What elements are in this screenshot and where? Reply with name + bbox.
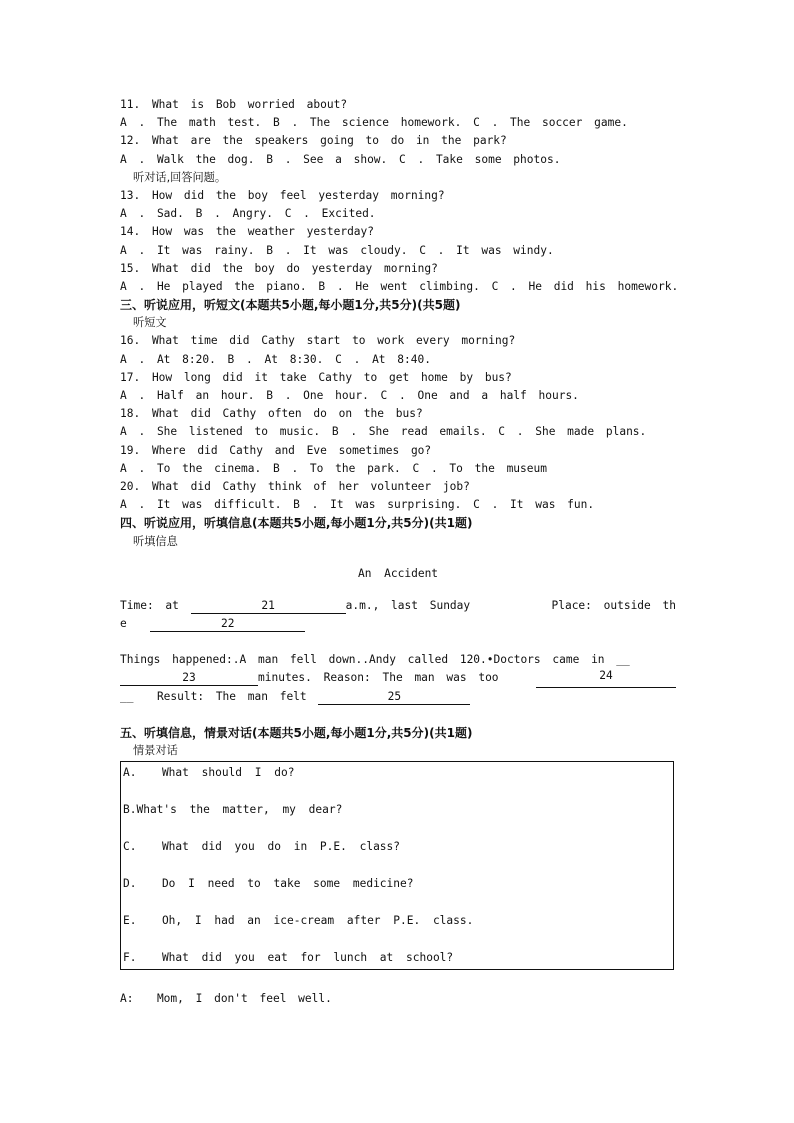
question-19 — [120, 442, 676, 478]
question-text: 16. What time did Cathy start to work every morning? — [120, 334, 516, 348]
question-text: 18. What did Cathy often do on the bus? — [120, 407, 423, 421]
section-3-heading: 三、听说应用，听短文(本题共5小题,每小题1分,共5分)(共5题) — [120, 298, 461, 313]
answer-options: A . He played the piano. B . He went climbing. C . He did his homework. — [120, 279, 679, 293]
time-place-line — [120, 597, 676, 615]
passage-title: An Accident — [357, 566, 439, 580]
minutes-reason-line: 23 minutes. Reason: The man was too 24 — [120, 669, 676, 687]
question-text: 20. What did Cathy think of her volunteer job? — [120, 479, 470, 493]
dialog-option-d: D. Do I need to take some medicine? — [123, 877, 414, 891]
section-5-heading: 五、听填信息，情景对话(本题共5小题,每小题1分,共5分)(共1题) — [120, 725, 473, 740]
dialog-option-e: E. Oh, I had an ice-cream after P.E. class. — [123, 914, 474, 928]
question-13 — [120, 187, 676, 223]
answer-options: A . The math test. B . The science homework. C . The soccer game. — [120, 116, 628, 130]
question-16 — [120, 332, 676, 368]
question-18 — [120, 405, 676, 441]
dialog-option-a: A. What should I do? — [123, 766, 295, 780]
question-text: 15. What did the boy do yesterday morning? — [120, 261, 438, 275]
blank-21[interactable]: 21 — [191, 599, 346, 614]
blank-24[interactable]: 24 — [536, 669, 676, 687]
dialog-first-line: A: Mom, I don't feel well. — [120, 992, 332, 1006]
dialog-instruction: 听对话,回答问题。 — [133, 170, 227, 184]
question-14 — [120, 223, 676, 259]
answer-options: A . Walk the dog. B . See a show. C . Take some photos. — [120, 152, 561, 166]
result-line: __ Result: The man felt 25 — [120, 688, 676, 706]
section-4-heading: 四、听说应用，听填信息(本题共5小题,每小题1分,共5分)(共1题) — [120, 516, 473, 531]
question-text: 12. What are the speakers going to do in the park? — [120, 134, 507, 148]
section-4-subheading: 听填信息 — [133, 534, 178, 548]
question-text: 19. Where did Cathy and Eve sometimes go? — [120, 443, 432, 457]
answer-options: A . It was rainy. B . It was cloudy. C . It was windy. — [120, 243, 554, 257]
question-20 — [120, 478, 676, 514]
exam-page — [120, 96, 679, 1008]
section-5-subheading: 情景对话 — [133, 744, 178, 757]
dialog-option-c: C. What did you do in P.E. class? — [123, 840, 401, 854]
place-continuation-line: e 22 — [120, 615, 676, 633]
dialog-option-f: F. What did you eat for lunch at school? — [123, 951, 454, 965]
time-line: Time: at 21 a.m., last Sunday — [120, 598, 471, 612]
answer-options: A . To the cinema. B . To the park. C . To the museum — [120, 461, 547, 475]
answer-options: A . Sad. B . Angry. C . Excited. — [120, 207, 376, 221]
answer-options: A . It was difficult. B . It was surprising. C . It was fun. — [120, 498, 595, 512]
question-text: 13. How did the boy feel yesterday morning? — [120, 188, 445, 202]
section-3-subheading: 听短文 — [133, 316, 167, 330]
question-11 — [120, 96, 676, 132]
blank-22[interactable]: 22 — [150, 617, 305, 632]
question-text: 14. How was the weather yesterday? — [120, 225, 375, 239]
dialog-options-box — [120, 761, 674, 970]
question-17 — [120, 369, 676, 405]
answer-options: A . At 8:20. B . At 8:30. C . At 8:40. — [120, 352, 431, 366]
question-15 — [120, 260, 679, 296]
blank-25[interactable]: 25 — [318, 690, 470, 705]
question-text: 11. What is Bob worried about? — [120, 98, 348, 111]
answer-options: A . She listened to music. B . She read emails. C . She made plans. — [120, 425, 647, 439]
things-happened-line: Things happened:.A man fell down..Andy called 120.•Doctors came in __ — [120, 653, 630, 667]
question-text: 17. How long did it take Cathy to get home by bus? — [120, 370, 512, 384]
place-line: Place: outside th — [551, 598, 676, 612]
question-12 — [120, 132, 676, 168]
answer-options: A . Half an hour. B . One hour. C . One and a half hours. — [120, 389, 579, 402]
blank-23[interactable]: 23 — [120, 671, 258, 686]
dialog-option-b: B.What's the matter, my dear? — [123, 803, 343, 817]
